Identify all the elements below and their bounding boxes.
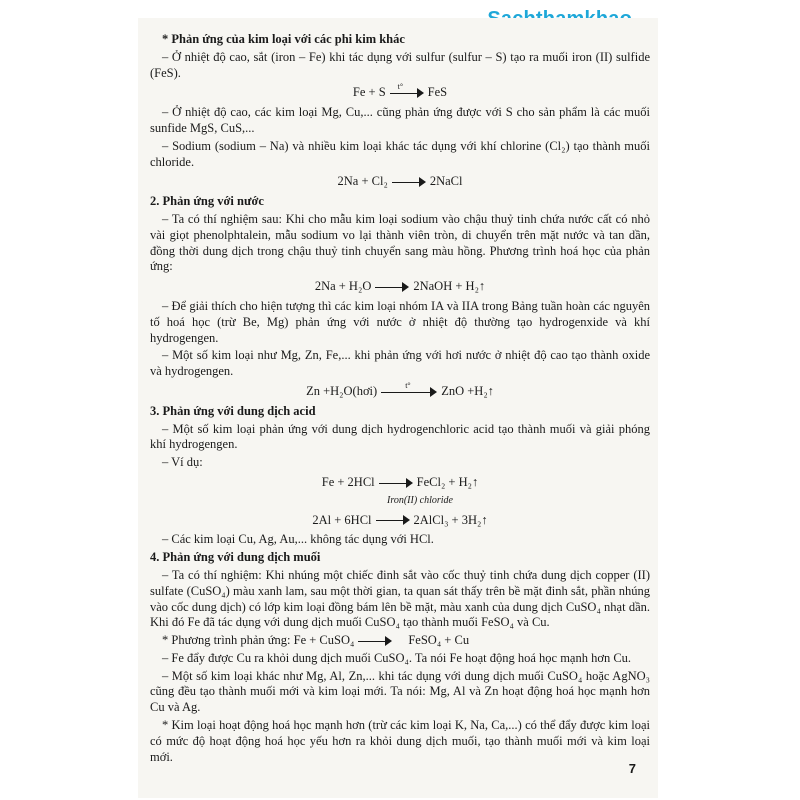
equation xyxy=(150,475,650,491)
page-number: 7 xyxy=(628,761,636,776)
equation-left: 2Na + Cl₂ xyxy=(337,174,388,189)
reaction-arrow xyxy=(392,177,426,187)
paragraph: – Fe đẩy được Cu ra khỏi dung dịch muối CuSO₄. Ta nói Fe hoạt động hoá học mạnh hơn Cu. xyxy=(162,650,632,665)
equation-right: FeSO₄ + Cu xyxy=(408,633,470,648)
equation-left: 2Al + 6HCl xyxy=(312,512,372,527)
equation-right: FeCl₂ + H₂↑ xyxy=(416,474,479,489)
equation-right: 2AlCl₃ + 3H₂↑ xyxy=(413,512,488,527)
paragraph: – Một số kim loại phản ứng với dung dịch hydrogenchloric acid tạo thành muối và giải phóng khí hydrogengen. xyxy=(150,421,650,452)
page-content xyxy=(150,30,650,767)
paragraph: – Ta có thí nghiệm: Khi nhúng một chiếc đinh sắt vào cốc thuỷ tinh chứa dung dịch copper (II) sulfate (CuSO₄) màu xanh lam, sau một thời gian, ta quan sát thấy trên bề mặt đinh sắt, phần nhúng vào cốc dung dịch) có lớp kim loại đồng bám lên bề mặt, màu xanh của dung dịch CuSO₄ nhạt dần. Khi đó Fe đã tác dụng với dung dịch muối CuSO₄ tạo thành muối FeSO₄ và Cu. xyxy=(150,567,650,630)
paragraph: – Ở nhiệt độ cao, sắt (iron – Fe) khi tác dụng với sulfur (sulfur – S) tạo ra muối iron (II) sulfide (FeS). xyxy=(150,49,650,80)
equation-right: 2NaOH + H₂↑ xyxy=(413,279,486,294)
paragraph: – Ta có thí nghiệm sau: Khi cho mẫu kim loại sodium vào chậu thuỷ tinh chứa nước cất có nhỏ vài giọt phenolphtalein, mẫu sodium vo lại thành viên tròn, di chuyển trên mặt nước và tan dần, đồng thời dung dịch trong chậu thuỷ tinh chuyển sang màu hồng. Phương trình hoá học của phản ứng: xyxy=(150,211,650,274)
equation xyxy=(150,174,650,190)
reaction-arrow xyxy=(358,636,392,646)
equation xyxy=(150,513,650,529)
equation-left: * Phương trình phản ứng: Fe + CuSO₄ xyxy=(162,633,355,648)
reaction-arrow xyxy=(376,515,410,525)
paragraph: – Một số kim loại khác như Mg, Al, Zn,... khi tác dụng với dung dịch muối CuSO₄ hoặc AgNO₃ cũng đều tạo thành muối mới và kim loại mới. Ta nói: Mg, Al và Zn hoạt động hoá học mạnh hơn Cu và Ag. xyxy=(150,668,650,715)
reaction-arrow xyxy=(379,478,413,488)
section-heading-salt: 4. Phản ứng với dung dịch muối xyxy=(150,550,321,565)
textbook-page xyxy=(138,18,658,798)
paragraph: – Ví dụ: xyxy=(162,455,203,470)
paragraph: – Một số kim loại như Mg, Zn, Fe,... khi phản ứng với hơi nước ở nhiệt độ cao tạo thành oxide và hydrogengen. xyxy=(150,348,650,379)
equation-right: FeS xyxy=(427,85,448,100)
paragraph: * Kim loại hoạt động hoá học mạnh hơn (trừ các kim loại K, Na, Ca,...) có thể đẩy được kim loại có mức độ hoạt động hoá học yếu hơn ra khỏi dung dịch muối, tạo thành muối mới và kim loại mới. xyxy=(150,718,650,764)
equation-left: Zn +H₂O(hơi) xyxy=(306,383,378,398)
paragraph: – Để giải thích cho hiện tượng thì các kim loại nhóm IA và IIA trong Bảng tuần hoàn các nguyên tố hoá học (trừ Be, Mg) phản ứng với nước ở nhiệt độ thường tạo hydrogenxide và khí hydrogengen. xyxy=(150,298,650,345)
section-heading-acid: 3. Phản ứng với dung dịch acid xyxy=(150,403,316,418)
section-heading-nonmetal: * Phản ứng của kim loại với các phi kim khác xyxy=(162,32,405,46)
equation xyxy=(150,82,650,101)
equation-left: Fe + S xyxy=(352,85,386,100)
equation-left: 2Na + H₂O xyxy=(314,279,372,294)
paragraph: – Ở nhiệt độ cao, các kim loại Mg, Cu,... cũng phản ứng được với S cho sản phẩm là các muối sunfide MgS, CuS,... xyxy=(150,105,650,135)
equation xyxy=(150,633,650,649)
paragraph: – Sodium (sodium – Na) và nhiều kim loại khác tác dụng với khí chlorine (Cl₂) tạo thành muối chloride. xyxy=(150,138,650,169)
reaction-arrow xyxy=(375,282,409,292)
paragraph: – Các kim loại Cu, Ag, Au,... không tác dụng với HCl. xyxy=(162,532,434,547)
equation-right: 2NaCl xyxy=(429,174,463,189)
equation-caption: Iron(II) chloride xyxy=(387,494,453,506)
reaction-arrow: t° xyxy=(381,387,437,397)
equation-right: ZnO +H₂↑ xyxy=(441,383,494,398)
equation xyxy=(150,279,650,295)
reaction-arrow: t° xyxy=(390,88,424,98)
equation xyxy=(150,380,650,400)
section-heading-water: 2. Phản ứng với nước xyxy=(150,194,264,209)
equation-left: Fe + 2HCl xyxy=(321,474,375,489)
